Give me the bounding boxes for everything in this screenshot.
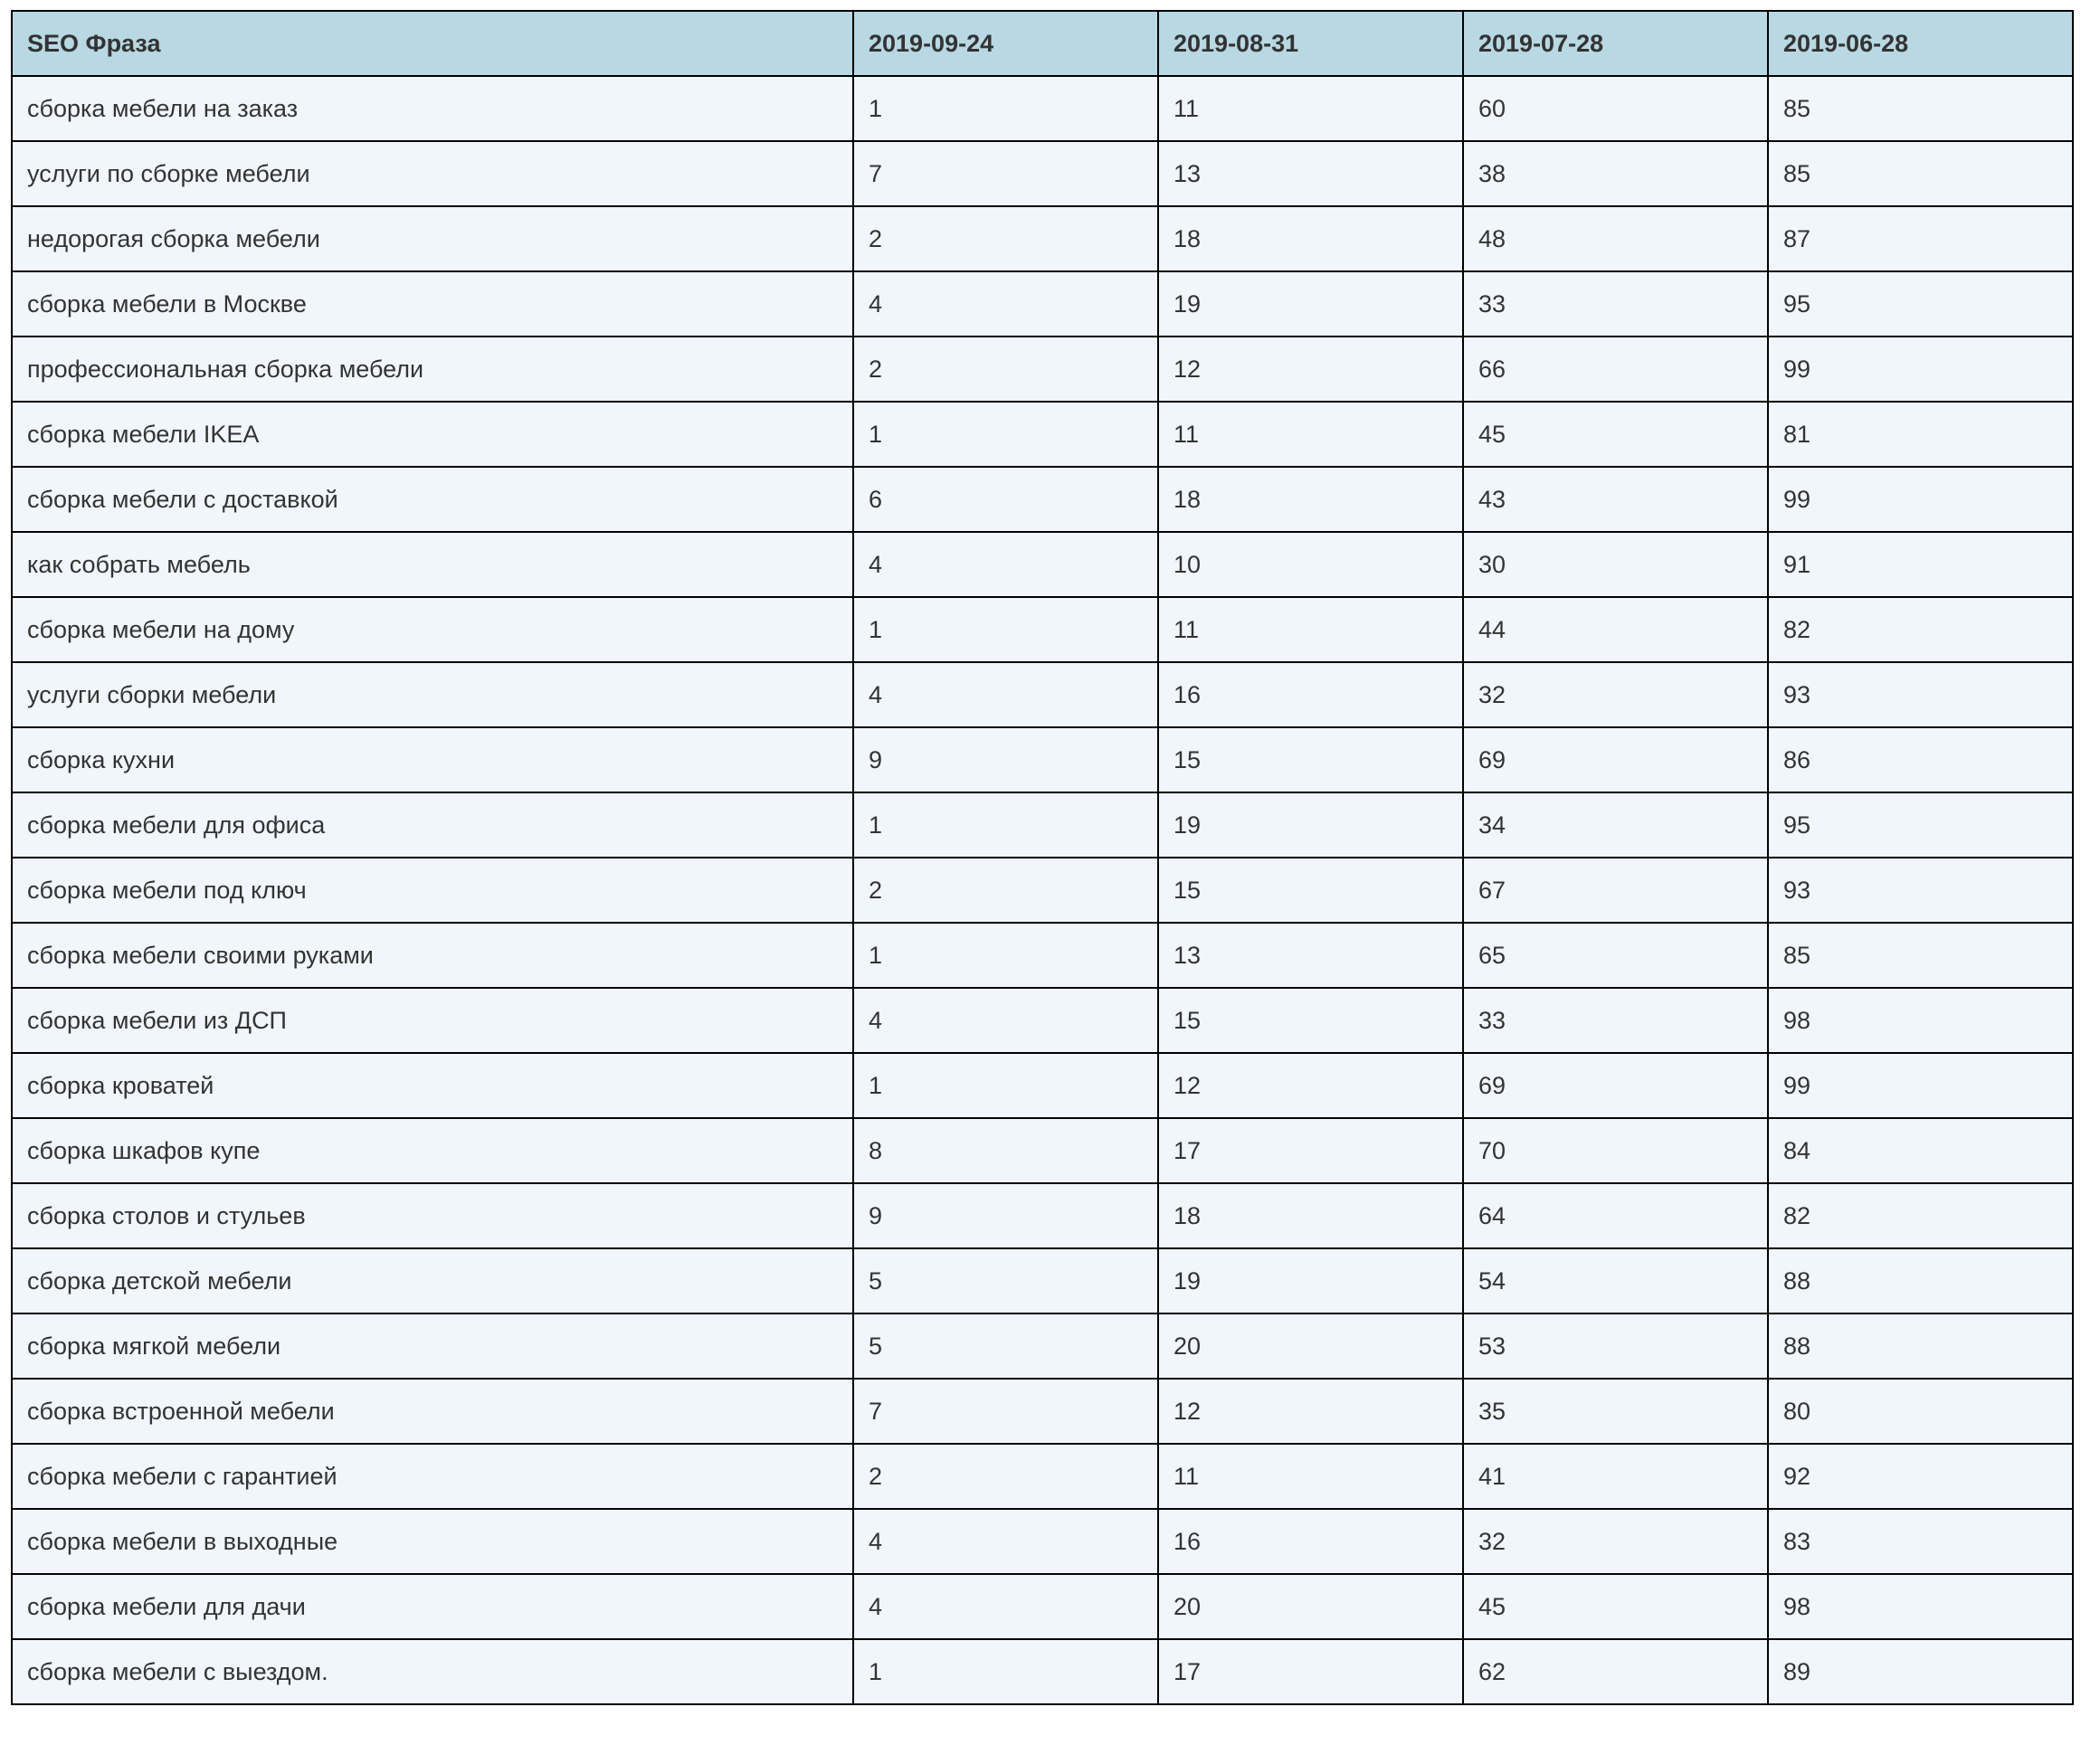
table-row (12, 923, 2073, 988)
cell-position: 91 (1768, 532, 2073, 597)
cell-position: 1 (853, 1053, 1158, 1118)
cell-position: 15 (1158, 858, 1463, 923)
cell-phrase: недорогая сборка мебели (12, 206, 853, 271)
cell-position: 11 (1158, 402, 1463, 467)
cell-position: 82 (1768, 597, 2073, 662)
cell-phrase: услуги сборки мебели (12, 662, 853, 727)
cell-position: 85 (1768, 141, 2073, 206)
table-row (12, 1118, 2073, 1183)
cell-phrase: сборка шкафов купе (12, 1118, 853, 1183)
table-row (12, 988, 2073, 1053)
table-row (12, 1183, 2073, 1248)
cell-position: 19 (1158, 271, 1463, 337)
cell-phrase: сборка мебели на дому (12, 597, 853, 662)
cell-phrase: профессиональная сборка мебели (12, 337, 853, 402)
cell-position: 87 (1768, 206, 2073, 271)
cell-position: 98 (1768, 988, 2073, 1053)
cell-position: 2 (853, 337, 1158, 402)
cell-position: 86 (1768, 727, 2073, 792)
cell-position: 18 (1158, 206, 1463, 271)
cell-position: 88 (1768, 1314, 2073, 1379)
cell-position: 53 (1463, 1314, 1768, 1379)
cell-position: 15 (1158, 727, 1463, 792)
cell-position: 34 (1463, 792, 1768, 858)
cell-phrase: сборка мебели под ключ (12, 858, 853, 923)
table-row (12, 1314, 2073, 1379)
seo-positions-table-container (11, 10, 2072, 1705)
cell-position: 4 (853, 271, 1158, 337)
cell-position: 12 (1158, 337, 1463, 402)
cell-phrase: сборка мебели с выездом. (12, 1639, 853, 1704)
cell-phrase: сборка мебели для офиса (12, 792, 853, 858)
cell-position: 45 (1463, 402, 1768, 467)
cell-position: 1 (853, 1639, 1158, 1704)
table-row (12, 467, 2073, 532)
table-row (12, 402, 2073, 467)
table-row (12, 1379, 2073, 1444)
cell-position: 1 (853, 792, 1158, 858)
cell-position: 41 (1463, 1444, 1768, 1509)
cell-position: 33 (1463, 988, 1768, 1053)
cell-position: 18 (1158, 467, 1463, 532)
cell-phrase: сборка мебели в выходные (12, 1509, 853, 1574)
cell-position: 13 (1158, 923, 1463, 988)
table-row (12, 1574, 2073, 1639)
cell-position: 66 (1463, 337, 1768, 402)
cell-position: 38 (1463, 141, 1768, 206)
table-row (12, 727, 2073, 792)
cell-position: 1 (853, 76, 1158, 141)
column-header-date: 2019-07-28 (1463, 11, 1768, 76)
column-header-date: 2019-09-24 (853, 11, 1158, 76)
table-row (12, 1053, 2073, 1118)
cell-position: 30 (1463, 532, 1768, 597)
cell-position: 15 (1158, 988, 1463, 1053)
seo-positions-table (11, 10, 2074, 1705)
table-row (12, 662, 2073, 727)
cell-position: 89 (1768, 1639, 2073, 1704)
cell-position: 95 (1768, 792, 2073, 858)
cell-position: 17 (1158, 1639, 1463, 1704)
cell-position: 9 (853, 727, 1158, 792)
cell-phrase: сборка мягкой мебели (12, 1314, 853, 1379)
table-row (12, 858, 2073, 923)
cell-position: 85 (1768, 923, 2073, 988)
cell-position: 85 (1768, 76, 2073, 141)
cell-phrase: сборка детской мебели (12, 1248, 853, 1314)
cell-position: 2 (853, 1444, 1158, 1509)
cell-position: 1 (853, 923, 1158, 988)
cell-position: 7 (853, 141, 1158, 206)
cell-position: 81 (1768, 402, 2073, 467)
cell-position: 33 (1463, 271, 1768, 337)
cell-position: 17 (1158, 1118, 1463, 1183)
cell-position: 95 (1768, 271, 2073, 337)
cell-position: 16 (1158, 662, 1463, 727)
cell-position: 1 (853, 597, 1158, 662)
cell-position: 32 (1463, 1509, 1768, 1574)
cell-position: 13 (1158, 141, 1463, 206)
cell-position: 4 (853, 532, 1158, 597)
cell-phrase: услуги по сборке мебели (12, 141, 853, 206)
cell-position: 11 (1158, 597, 1463, 662)
cell-position: 4 (853, 1574, 1158, 1639)
cell-phrase: сборка мебели IKEA (12, 402, 853, 467)
cell-position: 9 (853, 1183, 1158, 1248)
column-header-date: 2019-08-31 (1158, 11, 1463, 76)
cell-phrase: сборка мебели для дачи (12, 1574, 853, 1639)
cell-position: 92 (1768, 1444, 2073, 1509)
cell-position: 5 (853, 1248, 1158, 1314)
cell-position: 65 (1463, 923, 1768, 988)
cell-phrase: как собрать мебель (12, 532, 853, 597)
cell-position: 20 (1158, 1574, 1463, 1639)
cell-phrase: сборка мебели с доставкой (12, 467, 853, 532)
column-header-phrase: SEO Фраза (12, 11, 853, 76)
cell-position: 44 (1463, 597, 1768, 662)
cell-phrase: сборка встроенной мебели (12, 1379, 853, 1444)
table-row (12, 1248, 2073, 1314)
cell-position: 83 (1768, 1509, 2073, 1574)
cell-position: 64 (1463, 1183, 1768, 1248)
cell-position: 99 (1768, 1053, 2073, 1118)
table-row (12, 337, 2073, 402)
cell-position: 18 (1158, 1183, 1463, 1248)
table-row (12, 792, 2073, 858)
cell-position: 99 (1768, 467, 2073, 532)
cell-position: 11 (1158, 76, 1463, 141)
cell-position: 88 (1768, 1248, 2073, 1314)
cell-position: 7 (853, 1379, 1158, 1444)
cell-position: 35 (1463, 1379, 1768, 1444)
cell-position: 48 (1463, 206, 1768, 271)
cell-phrase: сборка мебели на заказ (12, 76, 853, 141)
cell-position: 19 (1158, 1248, 1463, 1314)
cell-phrase: сборка мебели из ДСП (12, 988, 853, 1053)
cell-phrase: сборка мебели в Москве (12, 271, 853, 337)
cell-position: 84 (1768, 1118, 2073, 1183)
cell-position: 1 (853, 402, 1158, 467)
table-row (12, 206, 2073, 271)
cell-position: 62 (1463, 1639, 1768, 1704)
cell-position: 10 (1158, 532, 1463, 597)
cell-phrase: сборка мебели своими руками (12, 923, 853, 988)
cell-position: 12 (1158, 1379, 1463, 1444)
cell-position: 45 (1463, 1574, 1768, 1639)
table-row (12, 1509, 2073, 1574)
cell-position: 69 (1463, 727, 1768, 792)
cell-position: 2 (853, 206, 1158, 271)
table-row (12, 271, 2073, 337)
cell-position: 99 (1768, 337, 2073, 402)
table-row (12, 597, 2073, 662)
cell-position: 11 (1158, 1444, 1463, 1509)
column-header-date: 2019-06-28 (1768, 11, 2073, 76)
cell-position: 70 (1463, 1118, 1768, 1183)
cell-position: 93 (1768, 858, 2073, 923)
table-header-row (12, 11, 2073, 76)
cell-position: 5 (853, 1314, 1158, 1379)
cell-position: 43 (1463, 467, 1768, 532)
cell-position: 67 (1463, 858, 1768, 923)
cell-position: 20 (1158, 1314, 1463, 1379)
cell-position: 32 (1463, 662, 1768, 727)
table-row (12, 141, 2073, 206)
cell-position: 12 (1158, 1053, 1463, 1118)
cell-position: 60 (1463, 76, 1768, 141)
table-row (12, 1639, 2073, 1704)
cell-position: 6 (853, 467, 1158, 532)
cell-phrase: сборка мебели с гарантией (12, 1444, 853, 1509)
cell-position: 4 (853, 988, 1158, 1053)
cell-position: 16 (1158, 1509, 1463, 1574)
cell-position: 93 (1768, 662, 2073, 727)
cell-position: 19 (1158, 792, 1463, 858)
cell-phrase: сборка кухни (12, 727, 853, 792)
cell-position: 4 (853, 662, 1158, 727)
cell-position: 69 (1463, 1053, 1768, 1118)
table-row (12, 76, 2073, 141)
cell-position: 2 (853, 858, 1158, 923)
cell-position: 54 (1463, 1248, 1768, 1314)
table-body (12, 76, 2073, 1704)
cell-position: 4 (853, 1509, 1158, 1574)
cell-position: 82 (1768, 1183, 2073, 1248)
table-row (12, 1444, 2073, 1509)
cell-phrase: сборка кроватей (12, 1053, 853, 1118)
cell-phrase: сборка столов и стульев (12, 1183, 853, 1248)
cell-position: 80 (1768, 1379, 2073, 1444)
table-row (12, 532, 2073, 597)
cell-position: 8 (853, 1118, 1158, 1183)
cell-position: 98 (1768, 1574, 2073, 1639)
